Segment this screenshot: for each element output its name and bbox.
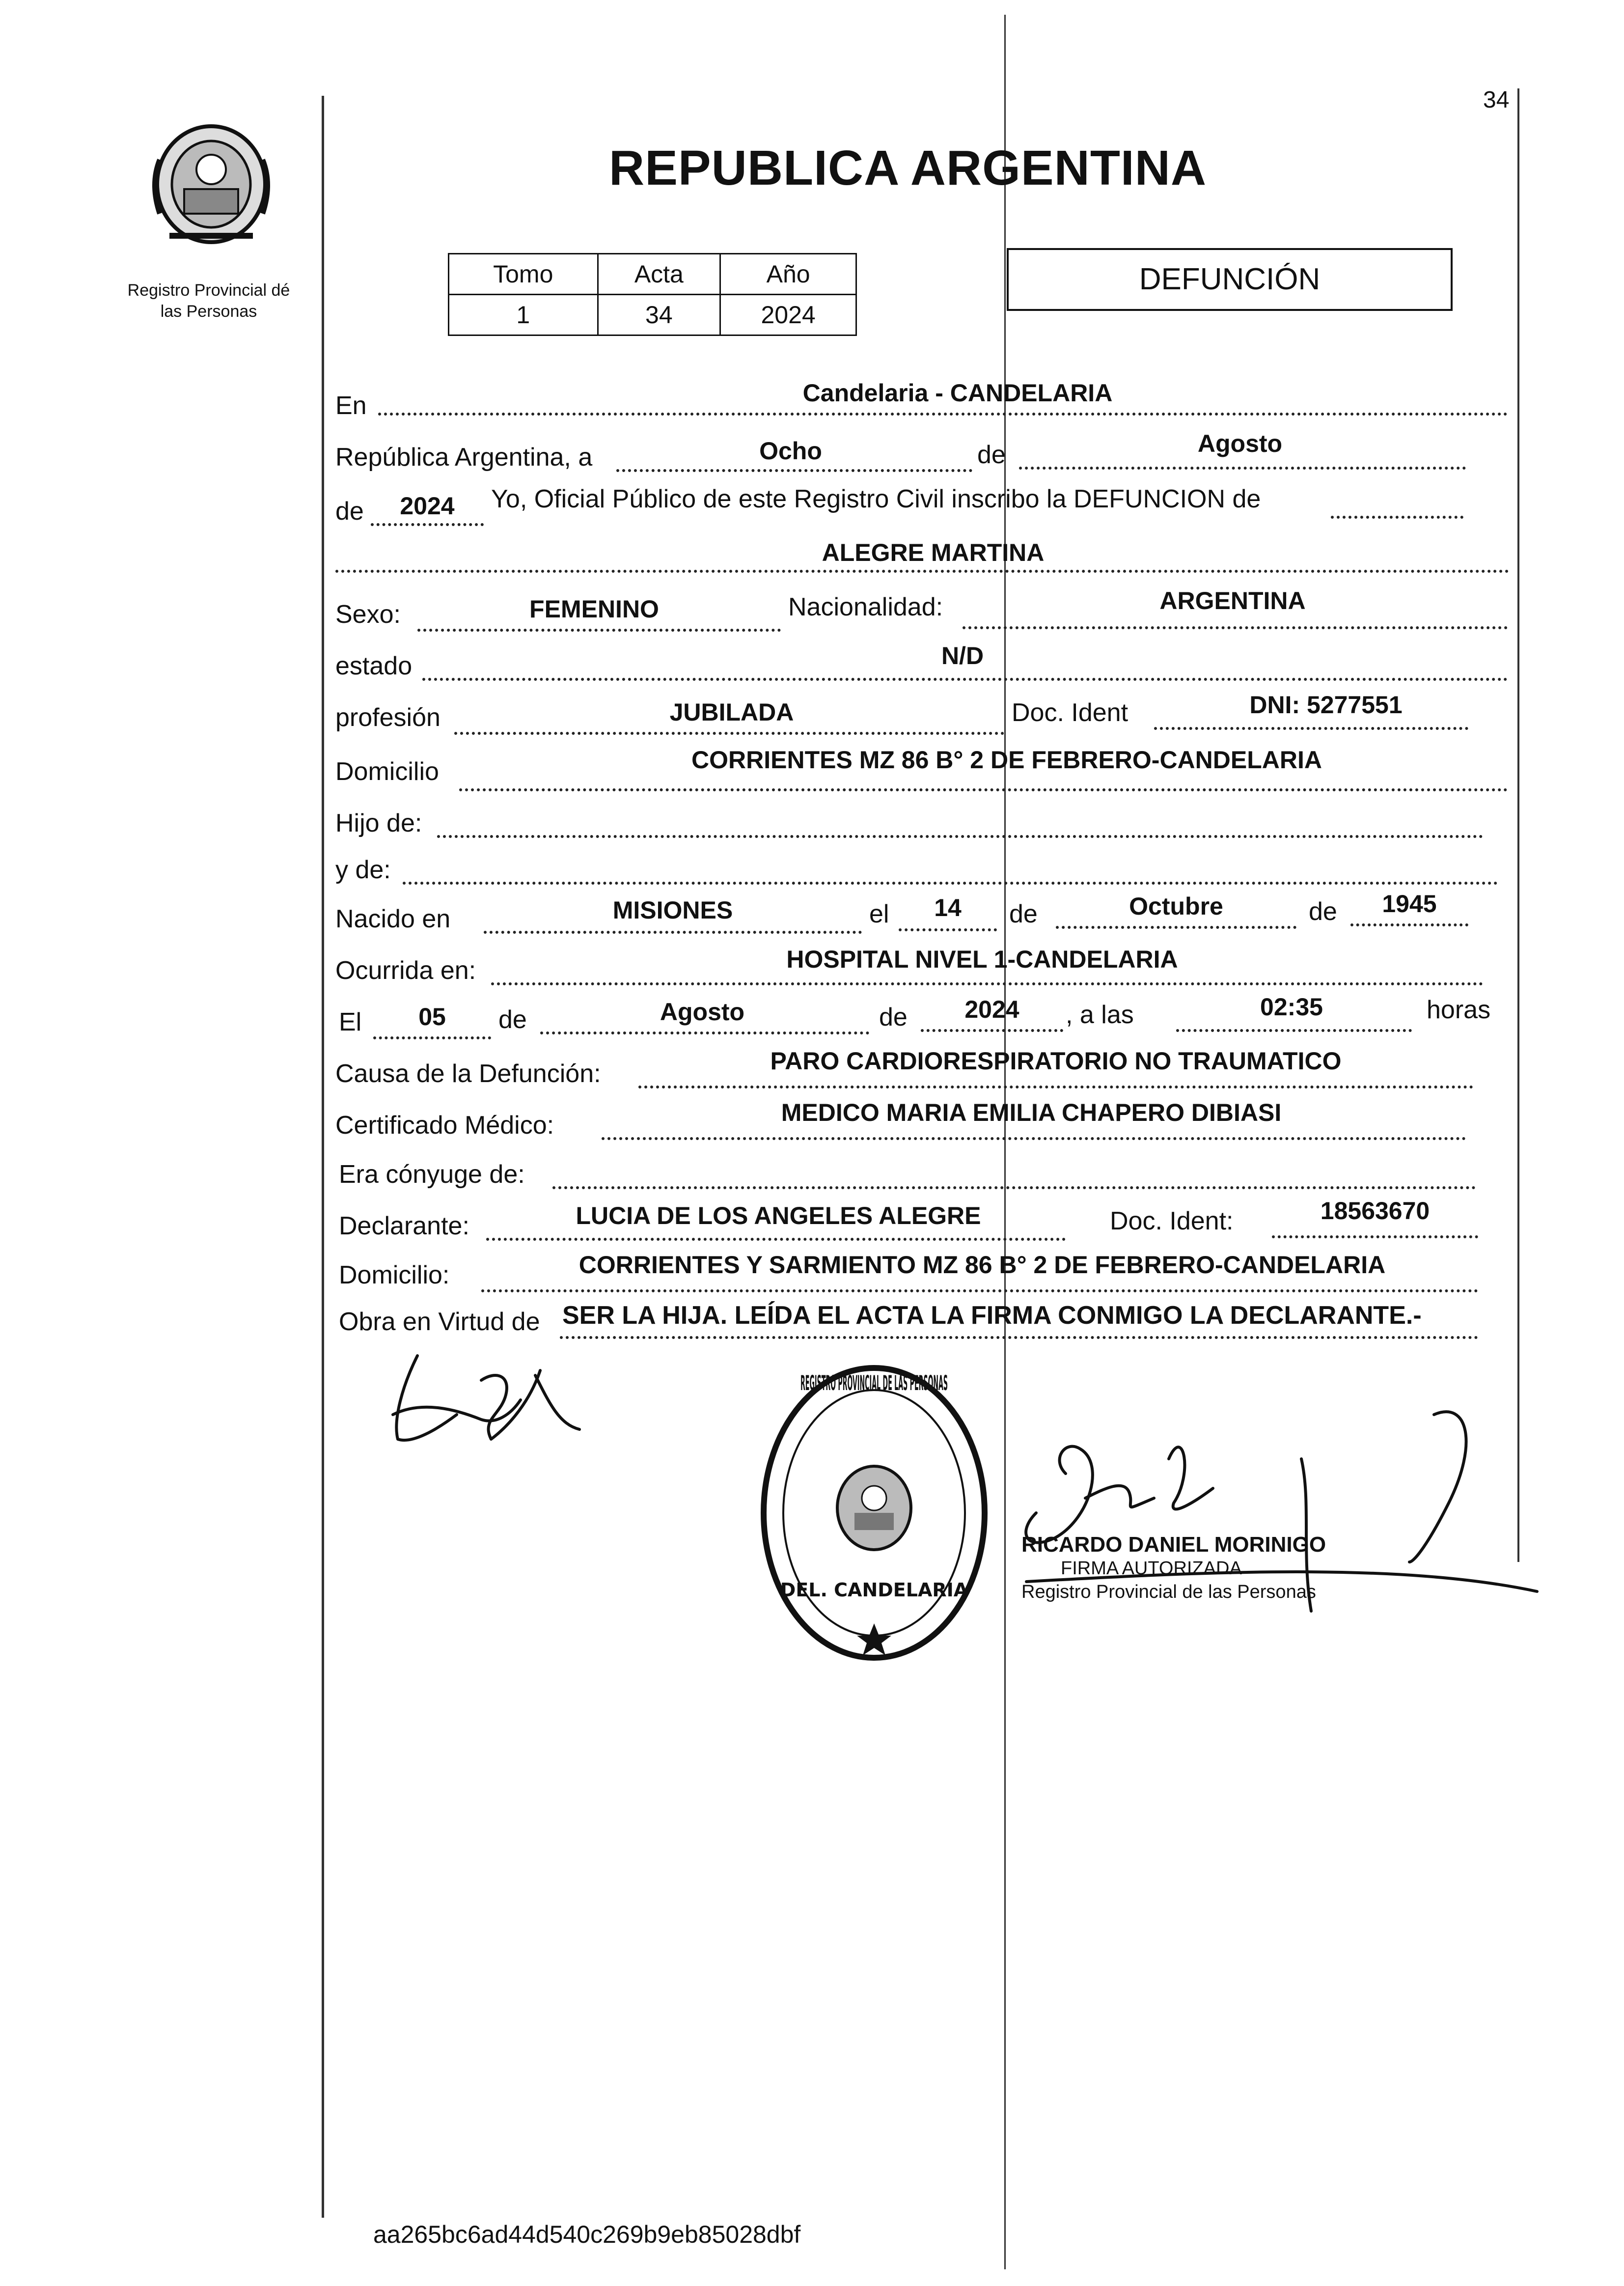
occurred-label: Ocurrida en: <box>335 956 476 985</box>
nationality-value: ARGENTINA <box>1159 587 1306 614</box>
official-name: RICARDO DANIEL MORINIGO <box>1021 1533 1326 1557</box>
de-text: de <box>335 497 364 526</box>
address-value: CORRIENTES MZ 86 B° 2 DE FEBRERO-CANDELARIA <box>691 746 1322 774</box>
date-label: República Argentina, a <box>335 443 593 472</box>
sex-value: FEMENINO <box>529 595 659 623</box>
seal-outer-text: REGISTRO PROVINCIAL DE LAS PERSONAS <box>800 1371 948 1395</box>
record-type-label: DEFUNCIÓN <box>1139 262 1321 296</box>
tomo-header: Tomo <box>449 254 598 295</box>
coat-of-arms-emblem <box>140 115 282 258</box>
declarant-value: LUCIA DE LOS ANGELES ALEGRE <box>576 1202 981 1229</box>
declarant-label: Declarante: <box>339 1212 469 1240</box>
birth-place: MISIONES <box>612 896 733 924</box>
occurred-value: HOSPITAL NIVEL 1-CANDELARIA <box>786 946 1178 973</box>
seal-inner-text: DEL. CANDELARIA <box>780 1579 968 1601</box>
birth-month: Octubre <box>1129 892 1223 920</box>
address-label: Domicilio <box>335 757 439 786</box>
civil-status-value: N/D <box>941 642 984 669</box>
official-role: FIRMA AUTORIZADA <box>1061 1558 1242 1579</box>
a-las-text: , a las <box>1066 1001 1134 1029</box>
cause-label: Causa de la Defunción: <box>335 1059 601 1088</box>
left-margin-line <box>322 96 324 2218</box>
declarant-address-value: CORRIENTES Y SARMIENTO MZ 86 B° 2 DE FEBRERO-CANDELARIA <box>578 1251 1386 1279</box>
official-seal <box>756 1361 992 1665</box>
de-text: de <box>1309 897 1337 926</box>
acta-header: Acta <box>598 254 720 295</box>
declarant-signature <box>383 1341 589 1454</box>
cause-value: PARO CARDIORESPIRATORIO NO TRAUMATICO <box>770 1047 1342 1075</box>
official-org: Registro Provincial de las Personas <box>1021 1582 1316 1602</box>
de-text: de <box>498 1005 527 1034</box>
death-day: 05 <box>418 1003 446 1031</box>
el-text: el <box>869 900 889 928</box>
profession-label: profesión <box>335 703 440 732</box>
registration-year: 2024 <box>400 492 455 520</box>
record-type-box <box>1007 248 1453 311</box>
official-signature <box>1007 1405 1547 1709</box>
register-table <box>448 253 857 336</box>
registration-statement: Yo, Oficial Público de este Registro Civil inscribo la DEFUNCION de <box>491 485 1261 513</box>
doc-ident-label: Doc. Ident <box>1012 698 1129 727</box>
fold-line <box>1004 15 1006 2269</box>
basis-value: SER LA HIJA. LEÍDA EL ACTA LA FIRMA CONMIGO LA DECLARANTE.- <box>562 1301 1422 1330</box>
civil-status-label: estado <box>335 652 413 680</box>
death-year: 2024 <box>964 996 1019 1023</box>
acta-value: 34 <box>598 295 720 335</box>
de-text: de <box>879 1003 908 1031</box>
de-text: de <box>977 441 1006 469</box>
tomo-value: 1 <box>449 295 598 335</box>
certificate-value: MEDICO MARIA EMILIA CHAPERO DIBIASI <box>781 1099 1282 1126</box>
basis-label: Obra en Virtud de <box>339 1308 540 1336</box>
doc-ident-value: DNI: 5277551 <box>1249 691 1403 719</box>
declarant-address-label: Domicilio: <box>339 1261 450 1289</box>
page-number: 34 <box>1483 87 1510 113</box>
declarant-doc-value: 18563670 <box>1320 1197 1430 1225</box>
sex-label: Sexo: <box>335 600 401 629</box>
de-text: de <box>1009 900 1038 928</box>
registration-day: Ocho <box>759 437 822 465</box>
nationality-label: Nacionalidad: <box>788 593 943 621</box>
registry-label: Registro Provincial dé las Personas <box>127 281 290 321</box>
declarant-doc-label: Doc. Ident: <box>1110 1207 1234 1235</box>
child-of-label: Hijo de: <box>335 809 422 837</box>
spouse-label: Era cónyuge de: <box>339 1160 525 1189</box>
right-margin-line <box>1517 88 1519 1562</box>
place-label: En <box>335 391 367 420</box>
birth-year: 1945 <box>1382 890 1437 918</box>
death-month: Agosto <box>660 998 745 1026</box>
ano-header: Año <box>720 254 856 295</box>
registration-month: Agosto <box>1197 430 1283 457</box>
certificate-label: Certificado Médico: <box>335 1111 554 1140</box>
document-title: REPUBLICA ARGENTINA <box>609 140 1207 195</box>
birth-label: Nacido en <box>335 905 451 933</box>
birth-day: 14 <box>934 894 962 921</box>
deceased-name: ALEGRE MARTINA <box>822 539 1045 566</box>
ano-value: 2024 <box>720 295 856 335</box>
horas-text: horas <box>1427 996 1491 1024</box>
el-text: El <box>339 1008 362 1036</box>
document-hash: aa265bc6ad44d540c269b9eb85028dbf <box>373 2221 801 2248</box>
place-value: Candelaria - CANDELARIA <box>802 379 1113 407</box>
death-time: 02:35 <box>1260 993 1323 1021</box>
profession-value: JUBILADA <box>669 698 794 726</box>
and-of-label: y de: <box>335 856 391 884</box>
